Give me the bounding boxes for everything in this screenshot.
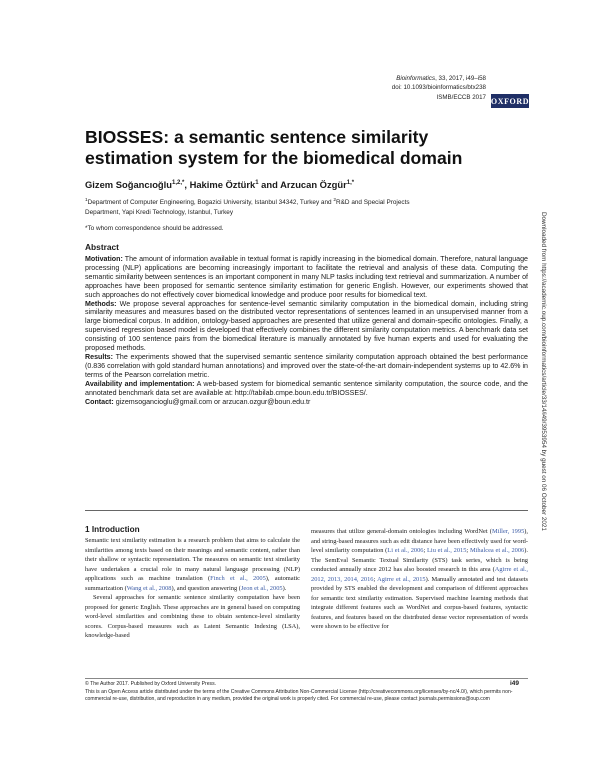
download-watermark: Downloaded from https://academic.oup.com/bioinformatics/article/33/14/i49/3953954 by guest on 06 October 2021 bbox=[540, 212, 547, 531]
intro-paragraph: measures that utilize general-domain ontologies including WordNet (Miller, 1995), and string-based measures such as edit distance have been effectively used for word-level similarity computation (Li et al., 2006; Liu et al., 2015; Mihalcea et al., 2006). The SemEval Semantic Textual Similarity (STS) task series, which is being conducted annually since 2012 has also boosted research in this area (Agirre et al., 2012, 2013, 2014, 2016; Agirre et al., 2015). Manually annotated and test datasets provided by STS enabled the development and comparison of different approaches for semantic text similarity estimation. Supervised machine learning methods that integrate different features such as WordNet and corpus-based features, syntactic features, and features based on the distributed dense vector representation of words were shown to be effective for bbox=[311, 528, 528, 631]
section-divider bbox=[85, 510, 528, 511]
citation-link[interactable]: Jeon et al., 2005 bbox=[240, 584, 283, 592]
intro-paragraph: Semantic text similarity estimation is a research problem that aims to calculate the similarities among texts based on their meanings and semantic content, rather than their shallow or syntactic representation. The measures on semantic text similarity have undertaken a crucial role in many natural language processing (NLP) applications such as machine translation (Finch et al., 2005), automatic summarization (Wang et al., 2008), and question answering (Jeon et al., 2005). bbox=[85, 537, 300, 592]
journal-meta bbox=[286, 74, 486, 102]
citation-link[interactable]: Wang et al., 2008 bbox=[126, 584, 172, 592]
author-name: Gizem Soğancıoğlu bbox=[85, 179, 172, 190]
conference: ISMB/ECCB 2017 bbox=[436, 93, 486, 101]
paper-title: BIOSSES: a semantic sentence similarity estimation system for the biomedical domain bbox=[85, 127, 463, 168]
citation-link[interactable]: Agirre et al., 2015 bbox=[377, 575, 426, 583]
doi[interactable]: doi: 10.1093/bioinformatics/btx238 bbox=[391, 84, 486, 92]
abstract-results: Results: The experiments showed that the supervised semantic sentence similarity computation approach obtained the best performance (0.836 correlation with gold standard human annotations) and improved over the state-of-the-art domain-independent systems up to 42.6% in terms of the Pearson correlation metric. bbox=[85, 352, 528, 379]
correspondence-note: *To whom correspondence should be addressed. bbox=[85, 225, 224, 232]
abstract-heading: Abstract bbox=[85, 242, 119, 252]
abstract-motivation: Motivation: The amount of information available in textual format is rapidly increasing in the biomedical domain. Therefore, natural language processing (NLP) applications are becoming increasingly important to facilitate the retrieval and analysis of these data. Computing the semantic similarity between sentences is an important component in many NLP tasks including text retrieval and summarization. A number of approaches have been proposed for semantic sentence similarity estimation for generic English. However, our experiments showed that such approaches do not effectively cover biomedical knowledge and produce poor results for biomedical text. bbox=[85, 255, 528, 299]
abstract-body bbox=[85, 255, 528, 406]
affiliations: $^1$Department of Computer Engineering, Bogazici University, Istanbul 34342, Turkey and $^2$R&D and Special Projects Department, Yapi Kredi Technology, Istanbul, Turkey bbox=[85, 198, 410, 216]
copyright-notice: © The Author 2017. Published by Oxford University Press. bbox=[85, 681, 217, 687]
abstract-contact: Contact: gizemsogancioglu@gmail.com or arzucan.ozgur@boun.edu.tr bbox=[85, 397, 311, 406]
citation-link[interactable]: Finch et al., 2005 bbox=[210, 575, 266, 583]
section-heading-introduction: 1 Introduction bbox=[85, 525, 140, 534]
journal-citation: Bioinformatics, 33, 2017, i49–i58 bbox=[396, 75, 486, 82]
citation-link[interactable]: Li et al., 2006 bbox=[387, 547, 424, 555]
body-column-left bbox=[85, 536, 300, 641]
author-list: Gizem Soğancıoğlu$^{1,2,*}$, Hakime Öztürk$^1$ and Arzucan Özgür$^{1,*}$ bbox=[85, 179, 355, 190]
license-notice: This is an Open Access article distributed under the terms of the Creative Commons Attribution Non-Commercial License (http://creativecommons.org/licenses/by-nc/4.0/), which permits non-commercial re-use, distribution, and reproduction in any medium, provided the original work is properly cited. For commercial re-use, please contact journals.permissions@oup.com bbox=[85, 689, 513, 703]
intro-paragraph: Several approaches for semantic sentence similarity computation have been proposed for generic English. These approaches are in general based on computing word-level similarities and combining these to obtain sentence-level similarity scores. Corpus-based measures such as Latent Semantic Indexing (LSA), knowledge-based bbox=[85, 594, 300, 640]
author-name: Hakime Öztürk bbox=[189, 179, 256, 190]
citation-link[interactable]: Agirre et al., 2012, 2013, 2014, 2016 bbox=[311, 566, 528, 583]
citation-link[interactable]: Mihalcea et al., 2006 bbox=[469, 547, 525, 555]
abstract-methods: Methods: We propose several approaches for sentence-level semantic similarity computation in the biomedical domain, including string similarity measures and measures based on the distributed vector representations of sentences learned in an unsupervised manner from a large biomedical corpus. In addition, ontology-based approaches are presented that utilize general and domain-specific ontologies. Finally, a supervised regression based model is developed that effectively combines the different similarity computation metrics. A benchmark data set consisting of 100 sentence pairs from the biomedical literature is manually annotated by five human experts and used for evaluating the proposed methods. bbox=[85, 299, 528, 353]
page-number: i49 bbox=[510, 680, 520, 687]
abstract-availability: Availability and implementation: A web-based system for biomedical semantic sentence similarity computation, the source code, and the annotated benchmark data set are available at: http://tabilab.cmpe.boun.edu.tr/BIOSSES/. bbox=[85, 379, 528, 397]
citation-link[interactable]: Liu et al., 2015 bbox=[427, 547, 467, 555]
author-name: Arzucan Özgür bbox=[280, 179, 347, 190]
citation-link[interactable]: Miller, 1995 bbox=[491, 528, 525, 535]
footer-divider bbox=[85, 678, 528, 679]
body-column-right bbox=[311, 527, 528, 632]
oxford-logo: OXFORD bbox=[491, 94, 529, 108]
